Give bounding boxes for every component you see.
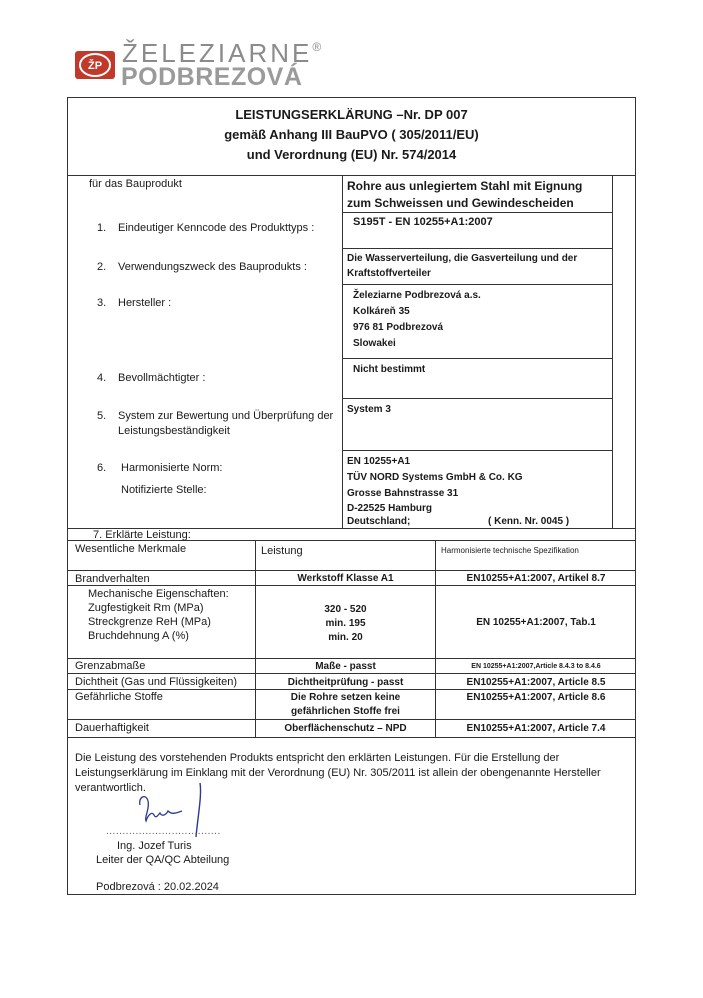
- performance-section-label: 7. Erklärte Leistung:: [93, 529, 191, 541]
- item-number: 5.: [97, 410, 107, 422]
- item-number: 2.: [97, 261, 107, 273]
- divider: [342, 212, 612, 213]
- table-cell-value: gefährlichen Stoffe frei: [291, 706, 400, 717]
- table-cell-value: Oberflächenschutz – NPD: [284, 723, 407, 734]
- item-number: 4.: [97, 372, 107, 384]
- notified-body-line: TÜV NORD Systems GmbH & Co. KG: [347, 472, 523, 483]
- table-cell-value: Die Rohre setzen keine: [290, 692, 401, 703]
- brand-name-line2: PODBREZOVÁ: [121, 63, 303, 91]
- manufacturer-line: 976 81 Podbrezová: [353, 322, 444, 333]
- table-cell-feature: Bruchdehnung A (%): [88, 630, 189, 642]
- notified-body-line: D-22525 Hamburg: [347, 503, 433, 514]
- notified-body-number: ( Kenn. Nr. 0045 ): [488, 516, 570, 527]
- divider: [342, 450, 612, 451]
- declaration-statement: verantwortlich.: [75, 782, 146, 794]
- row-divider: [67, 658, 636, 659]
- signer-role: Leiter der QA/QC Abteilung: [96, 854, 230, 866]
- divider: [342, 398, 612, 399]
- item-number: 6.: [97, 462, 107, 474]
- brand-name-line1: ŽELEZIARNE®: [122, 38, 322, 68]
- item-label: System zur Bewertung und Überprüfung der: [118, 410, 334, 422]
- table-cell-feature: Grenzabmaße: [75, 660, 146, 672]
- item-label: Verwendungszweck des Bauprodukts :: [118, 261, 307, 273]
- item-label: Notifizierte Stelle:: [121, 484, 207, 496]
- table-cell-spec: EN 10255+A1:2007,Article 8.4.3 to 8.4.6: [471, 663, 601, 670]
- item-value: System 3: [347, 404, 391, 415]
- product-label: für das Bauprodukt: [89, 178, 182, 190]
- product-value-line1: Rohre aus unlegiertem Stahl mit Eignung: [347, 179, 583, 193]
- table-cell-value: min. 195: [325, 618, 366, 629]
- table-cell-feature: Streckgrenze ReH (MPa): [88, 616, 211, 628]
- table-cell-value: 320 - 520: [324, 604, 367, 615]
- item-label: Harmonisierte Norm:: [121, 462, 223, 474]
- manufacturer-line: Železiarne Podbrezová a.s.: [353, 290, 481, 301]
- doc-title-line3: und Verordnung (EU) Nr. 574/2014: [246, 147, 457, 162]
- table-cell-feature: Gefährliche Stoffe: [75, 691, 163, 703]
- item-value: Nicht bestimmt: [353, 364, 426, 375]
- doc-title-line1: LEISTUNGSERKLÄRUNG –Nr. DP 007: [235, 107, 468, 122]
- table-cell-feature: Mechanische Eigenschaften:: [88, 588, 229, 600]
- row-divider: [67, 673, 636, 674]
- logo-text: ŽP: [87, 60, 103, 72]
- declaration-statement: Die Leistung des vorstehenden Produkts entspricht den erklärten Leistungen. Für die Erstellung der: [75, 752, 560, 764]
- item-label: Hersteller :: [118, 297, 172, 309]
- item-number: 3.: [97, 297, 107, 309]
- signer-name: Ing. Jozef Turis: [117, 840, 192, 852]
- table-cell-feature: Zugfestigkeit Rm (MPa): [88, 602, 204, 614]
- row-divider: [67, 585, 636, 586]
- item-value: S195T - EN 10255+A1:2007: [353, 216, 493, 228]
- manufacturer-line: Slowakei: [353, 338, 396, 349]
- notified-body-line: EN 10255+A1: [347, 456, 411, 467]
- row-divider: [67, 689, 636, 690]
- table-cell-feature: Dauerhaftigkeit: [75, 722, 149, 734]
- declaration-statement: Leistungserklärung im Einklang mit der Verordnung (EU) Nr. 305/2011 ist allein der obengenannte Hersteller: [75, 767, 601, 779]
- item-label: Eindeutiger Kenncode des Produkttyps :: [118, 222, 315, 234]
- table-cell-value: Werkstoff Klasse A1: [297, 573, 394, 584]
- place-date: Podbrezová : 20.02.2024: [96, 881, 219, 893]
- column-header: Harmonisierte technische Spezifikation: [441, 546, 579, 555]
- table-cell-value: min. 20: [328, 632, 363, 643]
- item-value: Kraftstoffverteiler: [347, 268, 431, 279]
- table-cell-value: Maße - passt: [315, 661, 376, 672]
- divider: [342, 284, 612, 285]
- item-value: Die Wasserverteilung, die Gasverteilung und der: [347, 253, 578, 264]
- row-divider: [67, 719, 636, 720]
- table-cell-spec: EN10255+A1:2007, Article 8.5: [466, 677, 606, 688]
- notified-body-line: Grosse Bahnstrasse 31: [347, 488, 459, 499]
- column-divider: [342, 175, 343, 528]
- column-divider: [612, 175, 613, 528]
- column-header: Wesentliche Merkmale: [75, 543, 187, 555]
- table-cell-spec: EN10255+A1:2007, Article 8.6: [466, 692, 606, 703]
- table-cell-spec: EN10255+A1:2007, Article 7.4: [466, 723, 606, 734]
- item-number: 1.: [97, 222, 107, 234]
- table-cell-spec: EN10255+A1:2007, Artikel 8.7: [466, 573, 606, 584]
- table-cell-feature: Dichtheit (Gas und Flüssigkeiten): [75, 676, 238, 688]
- table-cell-value: Dichtheitprüfung - passt: [287, 677, 404, 688]
- divider: [342, 358, 612, 359]
- doc-title-line2: gemäß Anhang III BauPVO ( 305/2011/EU): [224, 127, 479, 142]
- row-divider: [67, 570, 636, 571]
- table-cell-feature: Brandverhalten: [75, 573, 150, 585]
- column-header: Leistung: [261, 545, 303, 557]
- table-cell-spec: EN 10255+A1:2007, Tab.1: [476, 617, 596, 628]
- signature-line: ...................................: [106, 826, 221, 837]
- manufacturer-line: Kolkáreň 35: [353, 306, 410, 317]
- item-label: Bevollmächtigter :: [118, 372, 206, 384]
- row-divider: [67, 737, 636, 738]
- divider: [67, 175, 636, 176]
- product-value-line2: zum Schweissen und Gewindescheiden: [347, 196, 574, 210]
- notified-body-country: Deutschland;: [347, 516, 411, 527]
- item-label: Leistungsbeständigkeit: [118, 425, 230, 437]
- divider: [342, 248, 612, 249]
- company-logo-icon: [74, 48, 116, 82]
